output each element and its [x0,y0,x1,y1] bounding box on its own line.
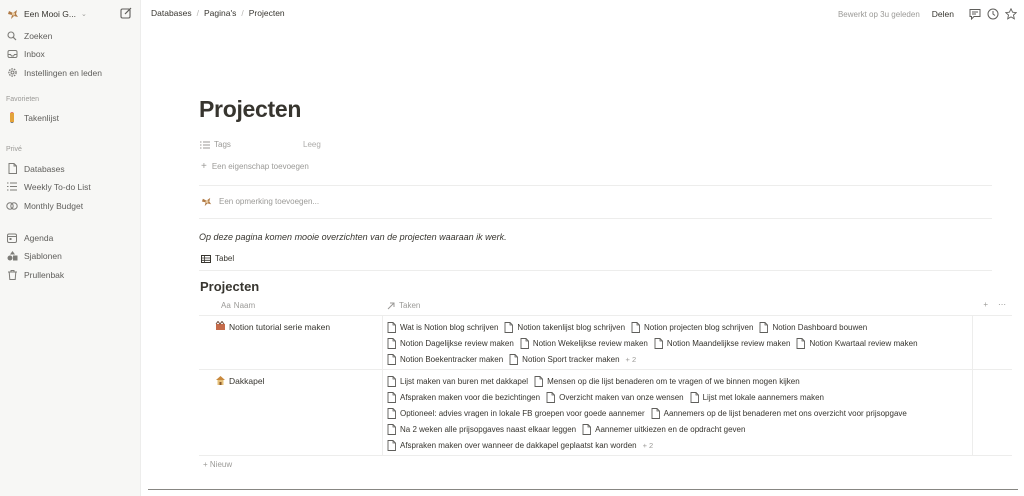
table-header-actions [973,300,1006,309]
shapes-icon [6,250,18,262]
task-title: Lijst met lokale aannemers maken [702,392,824,402]
sidebar-item-weekly-todo[interactable] [6,178,135,195]
sidebar-item-label: Sjablonen [24,250,62,261]
row-title: Dakkapel [229,375,265,386]
pencil-emoji-icon [6,112,18,124]
page-icon [387,392,396,403]
comment-icon[interactable] [968,7,982,21]
page-icon [387,338,396,349]
tasks-line [387,421,967,437]
task-link[interactable] [387,440,637,451]
task-link[interactable] [546,392,684,403]
task-link[interactable] [387,354,503,365]
task-link[interactable] [651,408,907,419]
calendar-icon [6,232,18,244]
breadcrumb-separator: / [196,8,200,18]
table-row[interactable] [199,369,1012,455]
task-title: Notion Boekentracker maken [400,354,504,364]
plus-icon: + [201,161,207,172]
task-link[interactable] [387,392,540,403]
sidebar-item-label: Monthly Budget [24,200,84,211]
task-link[interactable] [387,322,498,333]
new-page-icon[interactable] [119,6,133,20]
tasks-line [387,373,967,389]
add-property-button[interactable] [201,161,309,172]
comment-placeholder: Een opmerking toevoegen... [219,197,320,206]
page-icon [654,338,663,349]
more-options-icon[interactable]: ⋯ [998,300,1006,309]
tab-label: Tabel [215,254,235,263]
task-title: Mensen op die lijst benaderen om te vragen of we binnen mogen kijken [547,376,800,386]
sidebar-item-settings[interactable] [6,64,135,81]
column-divider [382,316,383,369]
task-title: Notion takenlijst blog schrijven [517,322,626,332]
breadcrumb-item[interactable]: Pagina's [204,8,237,18]
task-title: Notion projecten blog schrijven [644,322,754,332]
text-property-icon: Aa [221,301,231,310]
sidebar-item-prullenbak[interactable] [6,266,135,283]
task-link[interactable] [759,322,867,333]
page-icon [690,392,699,403]
list-icon [200,141,210,149]
task-title: Optioneel: advies vragen in lokale FB groepen voor goede aannemer [400,408,645,418]
task-link[interactable] [387,408,645,419]
task-title: Afspraken maken voor die bezichtingen [400,392,541,402]
task-title: Aannemers op de lijst benaderen met ons overzicht voor prijsopgave [663,408,907,418]
divider [199,218,992,219]
task-title: Aannemer uitkiezen en de opdracht geven [595,424,746,434]
workspace-icon [6,7,20,21]
breadcrumb-item[interactable]: Projecten [248,8,285,18]
page-icon [631,322,640,333]
sidebar-item-label: Weekly To-do List [24,181,91,192]
sidebar-item-agenda[interactable] [6,229,135,246]
page-icon [6,163,18,175]
property-label [200,140,303,149]
tutorial-emoji-icon [215,321,226,332]
divider [199,270,992,271]
column-divider [972,316,973,369]
task-link[interactable] [387,424,576,435]
tasks-line [387,389,967,405]
task-title: Notion Dashboard bouwen [772,322,868,332]
row-name-cell[interactable] [215,321,330,332]
task-link[interactable] [690,392,824,403]
task-link[interactable] [504,322,625,333]
favorites-heading: Favorieten [6,96,40,103]
page-icon [387,424,396,435]
inbox-icon [6,48,18,60]
tasks-line [387,351,967,367]
topbar-actions [838,6,1018,22]
page-icon [387,440,396,451]
coins-icon [6,200,18,212]
star-icon[interactable] [1004,7,1018,21]
column-header-tasks[interactable] [387,301,420,310]
sidebar-item-databases[interactable] [6,160,135,177]
task-title: Lijst maken van buren met dakkapel [400,376,529,386]
column-divider [972,370,973,455]
page-icon [546,392,555,403]
private-heading: Privé [6,146,22,153]
task-title: Wat is Notion blog schrijven [400,322,499,332]
task-title: Afspraken maken over wanneer de dakkapel geplaatst kan worden [400,440,637,450]
task-title: Notion Kwartaal review maken [809,338,918,348]
breadcrumb-separator: / [241,8,244,18]
page-icon [387,408,396,419]
column-label: Naam [233,301,256,310]
more-tasks-count[interactable]: + 2 [625,354,637,364]
share-button[interactable]: Delen [931,9,954,19]
tasks-cell[interactable] [387,319,967,367]
tasks-line [387,319,967,335]
task-title: Notion Sport tracker maken [522,354,620,364]
sidebar-item-search[interactable] [6,27,135,44]
page-icon [509,354,518,365]
table-row[interactable] [199,315,1012,369]
workspace-switcher[interactable] [6,5,135,22]
property-value[interactable]: Leeg [303,140,321,149]
sidebar-item-inbox[interactable] [6,45,135,62]
breadcrumb-item[interactable]: Databases [151,8,192,18]
divider [199,185,992,186]
row-name-cell[interactable] [215,375,264,386]
more-tasks-count[interactable]: + 2 [642,440,654,450]
row-title: Notion tutorial serie maken [229,321,331,332]
new-row-button[interactable] [199,455,1012,472]
sidebar-item-takenlijst[interactable] [6,109,135,126]
sidebar-item-label: Prullenbak [24,269,65,280]
tasks-cell[interactable] [387,373,967,453]
sidebar [0,0,141,496]
sidebar-item-label: Zoeken [24,30,53,41]
sidebar-item-label: Agenda [24,232,54,243]
page-icon [534,376,543,387]
trash-icon [6,269,18,281]
page-icon [504,322,513,333]
page-title[interactable]: Projecten [199,96,302,122]
task-link[interactable] [534,376,800,387]
table-header [199,298,1012,315]
list-icon [6,181,18,193]
sidebar-item-label: Inbox [24,48,45,59]
tasks-line [387,437,967,453]
task-title: Overzicht maken van onze wensen [559,392,684,402]
property-tags[interactable] [200,138,321,151]
sidebar-item-label: Takenlijst [24,112,59,123]
task-title: Notion Dagelijkse review maken [400,338,514,348]
page-icon [759,322,768,333]
add-property-label: Een eigenschap toevoegen [211,162,309,171]
gear-icon [6,67,18,79]
property-name: Tags [214,140,231,149]
workspace-name: Een Mooi G... [24,8,76,19]
task-link[interactable] [509,354,619,365]
clock-icon[interactable] [986,7,1000,21]
task-title: Na 2 weken alle prijsopgaves naast elkaar leggen [400,424,577,434]
sidebar-item-label: Instellingen en leden [24,67,102,78]
topbar [141,0,1024,28]
task-title: Notion Wekelijkse review maken [532,338,648,348]
page-icon [387,354,396,365]
page-icon [796,338,805,349]
house-emoji-icon [215,375,226,386]
scrollbar-track[interactable] [148,489,1018,490]
search-icon [6,30,18,42]
task-link[interactable] [631,322,753,333]
sidebar-item-sjablonen[interactable] [6,247,135,264]
task-link[interactable] [387,338,514,349]
task-link[interactable] [796,338,917,349]
task-title: Notion Maandelijkse review maken [666,338,791,348]
breadcrumb [151,8,285,18]
comment-input[interactable] [201,196,319,207]
column-label: Taken [399,301,421,310]
last-edited-label: Bewerkt op 3u geleden [837,9,920,19]
add-column-icon[interactable]: + [983,300,988,309]
new-row-label: + Nieuw [203,460,233,469]
page-icon [520,338,529,349]
table-icon [201,255,211,263]
chevron-down-icon: ⌄ [80,10,87,18]
page-icon [582,424,591,435]
sidebar-item-label: Databases [24,163,65,174]
task-link[interactable] [654,338,791,349]
avatar [201,196,213,207]
sidebar-item-monthly-budget[interactable] [6,197,135,214]
relation-arrow-icon [387,302,395,310]
task-link[interactable] [582,424,745,435]
page-description[interactable]: Op deze pagina komen mooie overzichten van de projecten waaraan ik werk. [199,232,507,242]
page-icon [387,376,396,387]
page-icon [651,408,660,419]
tasks-line [387,405,967,421]
task-link[interactable] [520,338,648,349]
column-header-name[interactable] [221,301,255,310]
tasks-line [387,335,967,351]
tab-table-view[interactable] [201,254,234,263]
database-title[interactable]: Projecten [200,279,260,294]
column-divider [382,370,383,455]
page-icon [387,322,396,333]
task-link[interactable] [387,376,528,387]
